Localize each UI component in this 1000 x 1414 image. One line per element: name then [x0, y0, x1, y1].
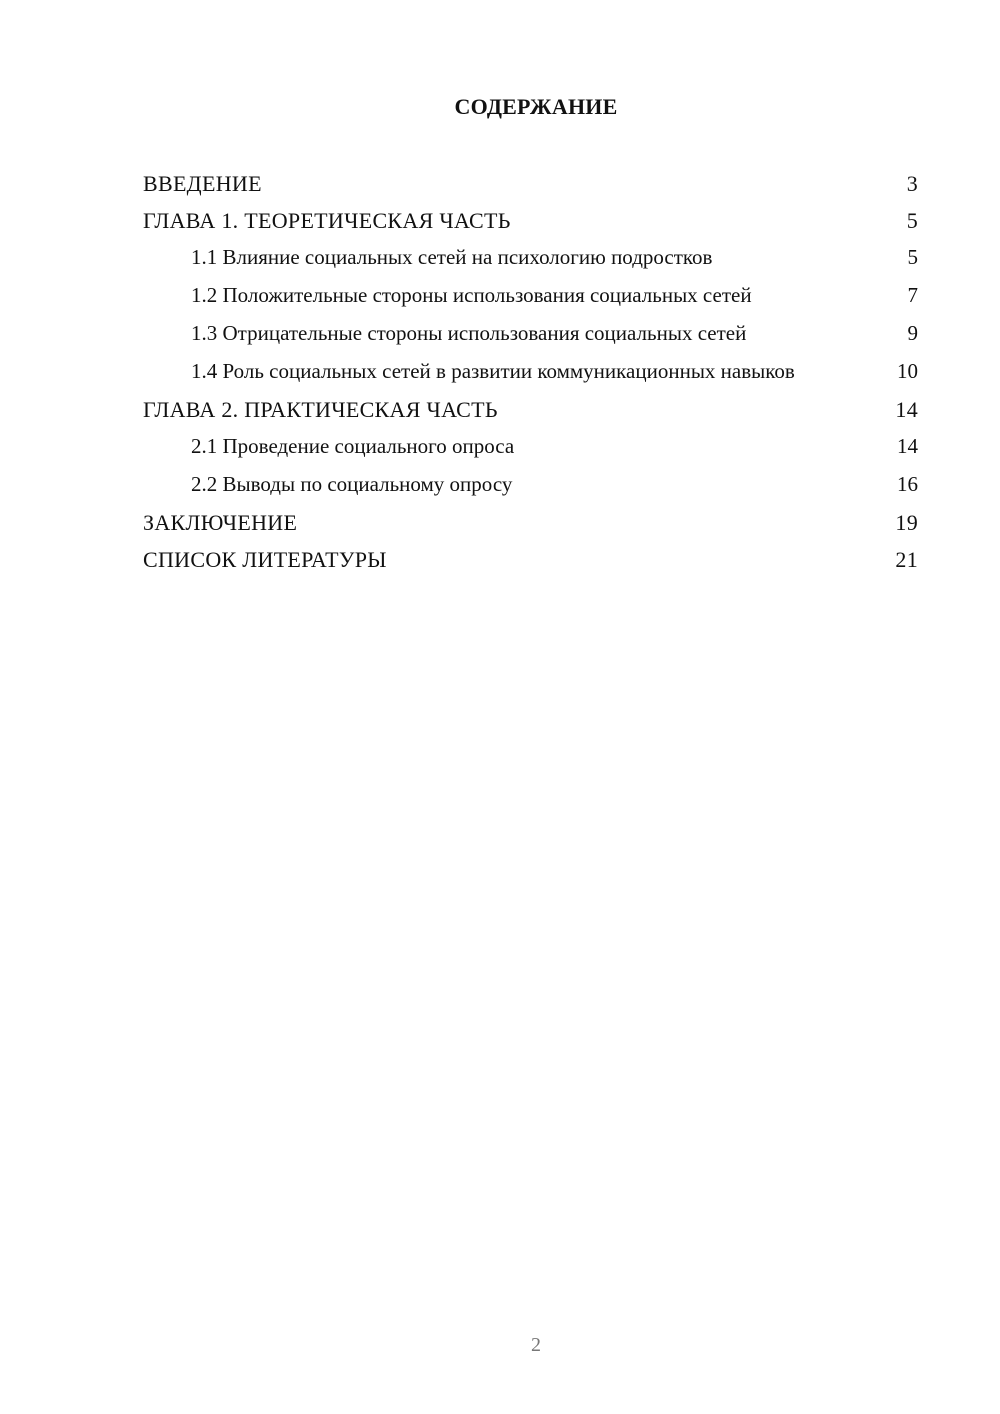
toc-entry-page: 3 [906, 171, 918, 196]
toc-entry-section-1-4[interactable] [143, 356, 918, 394]
toc-entry-label: ГЛАВА 1. ТЕОРЕТИЧЕСКАЯ ЧАСТЬ [143, 208, 511, 233]
toc-entry-page: 7 [907, 283, 918, 307]
toc-entry-label: 1.3 Отрицательные стороны использования социальных сетей [191, 321, 747, 345]
table-of-contents [143, 168, 918, 581]
toc-entry-label: 2.2 Выводы по социальному опросу [191, 472, 513, 496]
toc-entry-label: ГЛАВА 2. ПРАКТИЧЕСКАЯ ЧАСТЬ [143, 397, 498, 422]
toc-entry-conclusion[interactable] [143, 507, 918, 544]
toc-entry-chapter-1[interactable] [143, 205, 918, 242]
toc-entry-label: 1.2 Положительные стороны использования социальных сетей [191, 283, 752, 307]
toc-entry-chapter-2[interactable] [143, 394, 918, 431]
toc-entry-section-2-1[interactable] [143, 431, 918, 469]
toc-entry-page: 10 [897, 359, 918, 383]
toc-entry-references[interactable] [143, 544, 918, 581]
toc-entry-label: 2.1 Проведение социального опроса [191, 434, 515, 458]
toc-entry-label: 1.1 Влияние социальных сетей на психологию подростков [191, 245, 713, 269]
toc-entry-label: 1.4 Роль социальных сетей в развитии коммуникационных навыков [191, 359, 795, 383]
toc-entry-label: СПИСОК ЛИТЕРАТУРЫ [143, 547, 387, 572]
toc-entry-page: 14 [895, 397, 918, 422]
toc-entry-label: ЗАКЛЮЧЕНИЕ [143, 510, 298, 535]
page-title: СОДЕРЖАНИЕ [454, 94, 618, 119]
toc-entry-page: 9 [907, 321, 918, 345]
toc-entry-page: 19 [895, 510, 918, 535]
toc-entry-label: ВВЕДЕНИЕ [143, 171, 262, 196]
page-number: 2 [531, 1334, 541, 1356]
toc-entry-section-1-2[interactable] [143, 280, 918, 318]
toc-entry-page: 5 [906, 208, 918, 233]
toc-entry-section-1-3[interactable] [143, 318, 918, 356]
toc-entry-page: 21 [895, 547, 918, 572]
toc-entry-page: 14 [897, 434, 918, 458]
toc-entry-page: 5 [907, 245, 918, 269]
toc-entry-page: 16 [897, 472, 918, 496]
toc-entry-introduction[interactable] [143, 168, 918, 205]
toc-entry-section-2-2[interactable] [143, 469, 918, 507]
toc-entry-section-1-1[interactable] [143, 242, 918, 280]
